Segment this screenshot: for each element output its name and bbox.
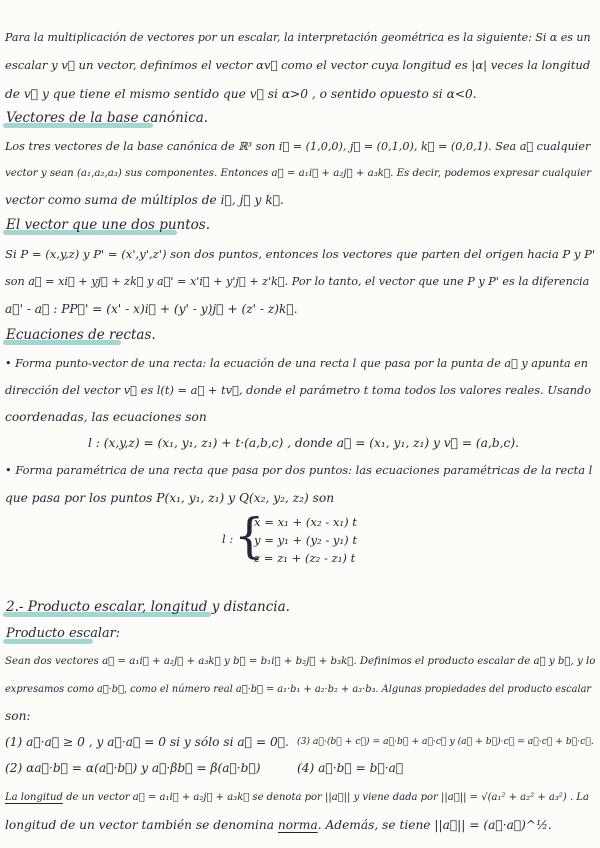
longitud-term: La longitud — [5, 792, 63, 803]
longitud-line-2 — [5, 818, 552, 832]
heading-base-canonica: Vectores de la base canónica. — [6, 110, 209, 126]
system-eq-x: x = x₁ + (x₂ - x₁) t — [254, 515, 357, 529]
longitud-line-2-text-a: longitud de un vector también se denomina — [5, 818, 278, 832]
rectas-b1-line-1: • Forma punto-vector de una recta: la ecuación de una recta l que pasa por la punta de a⃗ y apunta en — [5, 357, 589, 370]
heading-section-2: 2.- Producto escalar, longitud y distancia. — [6, 599, 290, 615]
heading-dos-puntos: El vector que une dos puntos. — [6, 217, 211, 233]
system-eq-y: y = y₁ + (y₂ - y₁) t — [254, 533, 357, 547]
longitud-line-1 — [5, 791, 589, 805]
propiedad-3: (3) a⃗·(b⃗ + c⃗) = a⃗·b⃗ + a⃗·c⃗ y (a⃗ + b⃗)·c⃗ = a⃗·c⃗ + b⃗·c⃗. — [297, 736, 594, 747]
propiedad-4: (4) a⃗·b⃗ = b⃗·a⃗ — [297, 761, 404, 775]
base-line-2: vector y sean (a₁,a₂,a₃) sus componentes. Entonces a⃗ = a₁i⃗ + a₂j⃗ + a₃k⃗. Es decir, podemos expresar cualquier — [5, 168, 592, 179]
heading-producto-escalar: Producto escalar: — [6, 626, 121, 641]
system-label: l : — [222, 532, 234, 546]
propiedad-1: (1) a⃗·a⃗ ≥ 0 , y a⃗·a⃗ = 0 si y sólo si a⃗ = 0⃗. — [5, 735, 289, 749]
rectas-b1-line-2: dirección del vector v⃗ es l(t) = a⃗ + tv⃗, donde el parámetro t toma todos los valores reales. Usando — [5, 383, 592, 397]
producto-line-3: son: — [5, 709, 31, 723]
system-brace: { — [234, 508, 265, 564]
longitud-line-2-text-b: . Además, se tiene ||a⃗|| = (a⃗·a⃗)^½. — [317, 818, 552, 832]
rectas-b2-line-2: que pasa por los puntos P(x₁, y₁, z₁) y Q(x₂, y₂, z₂) son — [5, 491, 335, 505]
producto-line-2: expresamos como a⃗·b⃗, como el número real a⃗·b⃗ = a₁·b₁ + a₂·b₂ + a₃·b₃. Algunas propiedades del producto escalar — [5, 684, 592, 695]
twopoints-line-3: a⃗' - a⃗ : PP⃗' = (x' - x)i⃗ + (y' - y)j⃗ + (z' - z)k⃗. — [5, 302, 298, 316]
producto-line-1: Sean dos vectores a⃗ = a₁i⃗ + a₂j⃗ + a₃k⃗ y b⃗ = b₁i⃗ + b₂j⃗ + b₃k⃗. Definimos el producto escalar de a⃗ y b⃗, y lo — [5, 656, 596, 667]
norma-term: norma — [277, 818, 318, 832]
intro-line-2: escalar y v⃗ un vector, definimos el vector αv⃗ como el vector cuya longitud es |α| veces la longitud — [5, 58, 591, 72]
rectas-b2-line-1: • Forma paramétrica de una recta que pasa por dos puntos: las ecuaciones paramétricas de la recta l — [5, 463, 593, 477]
base-line-3: vector como suma de múltiplos de i⃗, j⃗ y k⃗. — [5, 193, 284, 207]
twopoints-line-1: Si P = (x,y,z) y P' = (x',y',z') son dos puntos, entonces los vectores que parten del origen hacia P y P' — [5, 247, 596, 261]
system-eq-z: z = z₁ + (z₂ - z₁) t — [254, 551, 356, 565]
propiedad-2: (2) αa⃗·b⃗ = α(a⃗·b⃗) y a⃗·βb⃗ = β(a⃗·b⃗) — [5, 761, 261, 775]
rectas-b1-equation: l : (x,y,z) = (x₁, y₁, z₁) + t·(a,b,c) , donde a⃗ = (x₁, y₁, z₁) y v⃗ = (a,b,c). — [88, 436, 519, 450]
longitud-line-1-text: de un vector a⃗ = a₁i⃗ + a₂j⃗ + a₃k⃗ se denota por ||a⃗|| y viene dada por ||a⃗|| = √(a₁² + a₂² + a₃²) . La — [62, 792, 589, 803]
rectas-b1-line-3: coordenadas, las ecuaciones son — [5, 410, 207, 424]
base-line-1: Los tres vectores de la base canónica de ℝ³ son i⃗ = (1,0,0), j⃗ = (0,1,0), k⃗ = (0,0,1). Sea a⃗ cualquier — [5, 140, 591, 153]
heading-rectas: Ecuaciones de rectas. — [6, 327, 156, 343]
twopoints-line-2: son a⃗ = xi⃗ + yj⃗ + zk⃗ y a⃗' = x'i⃗ + y'j⃗ + z'k⃗. Por lo tanto, el vector que une P y P' es la diferencia — [5, 275, 590, 288]
intro-line-1: Para la multiplicación de vectores por un escalar, la interpretación geométrica es la siguiente: Si α es un — [5, 31, 591, 44]
intro-line-3: de v⃗ y que tiene el mismo sentido que v⃗ si α>0 , o sentido opuesto si α<0. — [5, 87, 477, 101]
